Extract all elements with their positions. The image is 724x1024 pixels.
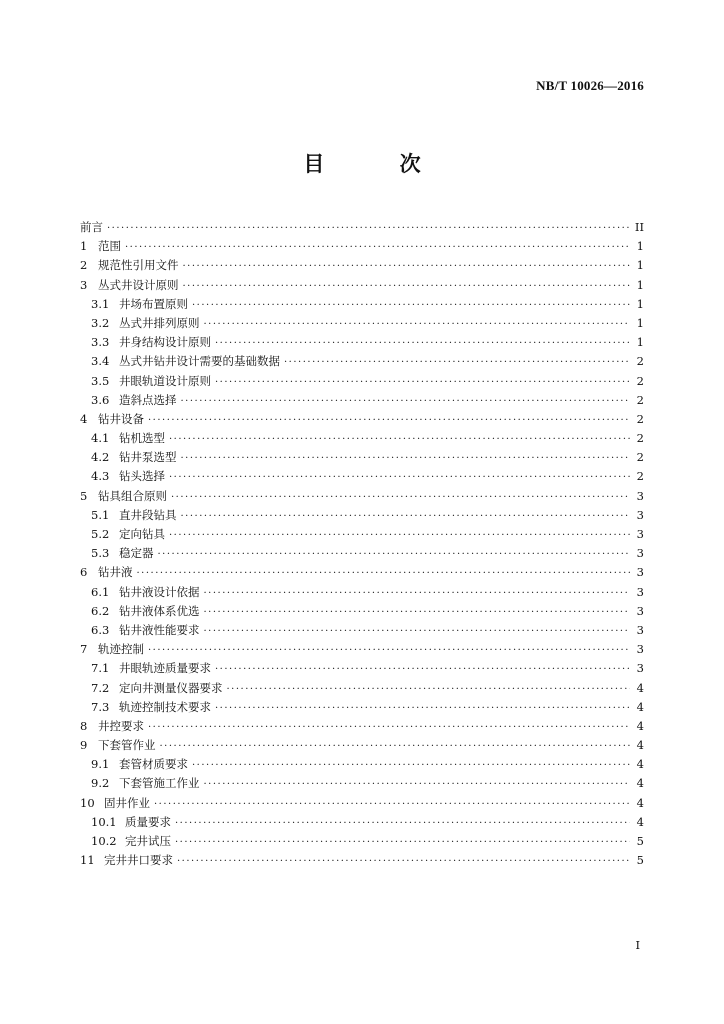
toc-entry-page: 2	[636, 354, 644, 369]
toc-entry-page: 2	[636, 431, 644, 446]
toc-entry-title: 井眼轨道设计原则	[119, 373, 211, 388]
toc-leader-dots	[160, 737, 631, 756]
toc-entry-number: 3	[80, 277, 88, 292]
toc-entry-title: 规范性引用文件	[98, 258, 179, 273]
toc-entry-page: 1	[636, 277, 644, 292]
toc-entry	[80, 525, 644, 544]
toc-leader-dots	[215, 334, 630, 353]
toc-entry-page: 4	[636, 814, 644, 829]
toc-entry	[80, 276, 644, 295]
toc-entry-title: 井身结构设计原则	[119, 335, 211, 350]
toc-leader-dots	[284, 353, 630, 372]
toc-entry-title: 完井试压	[125, 834, 171, 848]
toc-entry-page: 3	[636, 661, 644, 676]
toc-entry-page: 3	[636, 527, 644, 541]
toc-entry-title: 套管材质要求	[119, 757, 188, 772]
toc-entry	[80, 256, 644, 275]
toc-entry-title: 直井段钻具	[119, 507, 177, 522]
toc-entry	[80, 794, 644, 813]
toc-leader-dots	[181, 392, 631, 411]
toc-entry	[80, 314, 644, 333]
standard-number: NB/T 10026—2016	[536, 78, 644, 93]
page-number: I	[635, 938, 640, 952]
toc-leader-dots	[204, 315, 631, 334]
toc-entry-number: 2	[80, 258, 88, 273]
toc-entry-number: 1	[80, 239, 88, 254]
toc-entry-page: 3	[636, 488, 644, 503]
toc-entry-page: 4	[636, 795, 644, 810]
toc-leader-dots	[215, 660, 630, 679]
toc-entry-page: 3	[636, 603, 644, 618]
toc-leader-dots	[192, 296, 630, 315]
toc-entry	[80, 410, 644, 429]
toc-entry-title: 钻头选择	[119, 469, 165, 484]
toc-entry	[80, 717, 644, 736]
toc-entry	[80, 487, 644, 506]
toc-entry-number: 7.2	[91, 680, 110, 695]
toc-entry-number: 5.1	[91, 507, 110, 522]
toc-entry-number: 9.1	[91, 757, 110, 772]
toc-entry-title: 丛式井钻井设计需要的基础数据	[119, 354, 280, 369]
toc-entry-number: 8	[80, 718, 88, 733]
toc-entry	[80, 736, 644, 755]
toc-entry	[80, 563, 644, 582]
toc-entry-number: 5	[80, 488, 88, 503]
toc-entry-title: 轨迹控制技术要求	[119, 699, 211, 714]
toc-entry-page: 4	[636, 776, 644, 791]
toc-entry	[80, 391, 644, 410]
table-of-contents	[80, 218, 644, 870]
toc-entry-page: 1	[636, 296, 644, 311]
toc-entry-number: 5.2	[91, 527, 110, 541]
toc-entry	[80, 659, 644, 678]
toc-entry-number: 7	[80, 642, 88, 657]
toc-entry	[80, 679, 644, 698]
toc-entry-page: 2	[636, 392, 644, 407]
toc-entry-title: 钻井设备	[98, 411, 144, 426]
toc-entry-title: 丛式井排列原则	[119, 315, 200, 330]
toc-entry-title: 定向钻具	[119, 527, 165, 541]
toc-entry	[80, 333, 644, 352]
toc-leader-dots	[175, 814, 630, 833]
toc-entry-title: 丛式井设计原则	[98, 277, 179, 292]
toc-entry-number: 6.2	[91, 603, 110, 618]
toc-leader-dots	[171, 488, 630, 507]
toc-entry	[80, 429, 644, 448]
toc-entry-title: 范围	[98, 239, 121, 254]
toc-entry-title: 钻井液	[98, 565, 133, 580]
toc-entry-number: 10	[80, 795, 95, 810]
toc-entry-page: 1	[636, 315, 644, 330]
toc-entry-page: 3	[636, 622, 644, 637]
toc-entry	[80, 237, 644, 256]
toc-entry-title: 轨迹控制	[98, 642, 144, 657]
toc-leader-dots	[154, 795, 630, 814]
toc-entry	[80, 372, 644, 391]
toc-entry	[80, 218, 644, 237]
toc-entry	[80, 851, 644, 870]
toc-entry-title: 钻井泵选型	[119, 450, 177, 465]
toc-entry-page: 1	[636, 239, 644, 254]
toc-entry-title: 钻具组合原则	[98, 488, 167, 503]
toc-leader-dots	[137, 564, 631, 583]
toc-entry-title: 稳定器	[119, 546, 154, 561]
toc-entry-title: 井控要求	[98, 718, 144, 733]
toc-leader-dots	[107, 219, 630, 238]
toc-leader-dots	[181, 449, 631, 468]
toc-entry-page: 2	[636, 469, 644, 484]
toc-leader-dots	[215, 373, 630, 392]
toc-entry-page: 2	[636, 450, 644, 465]
toc-entry-title: 完井井口要求	[104, 853, 173, 868]
toc-entry-number: 5.3	[91, 546, 110, 561]
toc-leader-dots	[204, 622, 631, 641]
toc-entry-number: 6.3	[91, 622, 110, 637]
toc-leader-dots	[175, 833, 630, 852]
toc-entry-title: 定向井测量仪器要求	[119, 680, 223, 695]
toc-entry	[80, 506, 644, 525]
toc-leader-dots	[215, 699, 630, 718]
toc-leader-dots	[169, 468, 630, 487]
toc-entry	[80, 583, 644, 602]
toc-entry-number: 6	[80, 565, 88, 580]
toc-leader-dots	[148, 718, 630, 737]
toc-entry-number: 3.1	[91, 296, 110, 311]
toc-entry-title: 前言	[80, 220, 103, 234]
toc-entry-title: 固井作业	[104, 795, 150, 810]
toc-entry-number: 10.2	[91, 834, 117, 848]
toc-leader-dots	[183, 257, 631, 276]
toc-entry	[80, 467, 644, 486]
toc-leader-dots	[181, 507, 631, 526]
toc-entry	[80, 832, 644, 851]
toc-entry-page: 5	[636, 853, 644, 868]
toc-entry	[80, 774, 644, 793]
toc-entry	[80, 544, 644, 563]
toc-entry-number: 3.4	[91, 354, 110, 369]
toc-entry-number: 3.5	[91, 373, 110, 388]
toc-entry-page: 3	[636, 507, 644, 522]
toc-leader-dots	[169, 526, 630, 545]
toc-entry-page: 1	[636, 335, 644, 350]
toc-entry-page: 2	[636, 411, 644, 426]
toc-entry-page: 3	[636, 642, 644, 657]
toc-entry-number: 9.2	[91, 776, 110, 791]
toc-entry-title: 井场布置原则	[119, 296, 188, 311]
toc-entry	[80, 621, 644, 640]
toc-entry-page: 3	[636, 565, 644, 580]
toc-entry-title: 钻井液体系优选	[119, 603, 200, 618]
toc-entry-number: 4	[80, 411, 88, 426]
toc-entry-page: 4	[636, 699, 644, 714]
toc-entry-title: 下套管作业	[98, 738, 156, 753]
toc-entry-title: 钻井液设计依据	[119, 584, 200, 599]
toc-entry-number: 3.2	[91, 315, 110, 330]
toc-entry-number: 3.6	[91, 392, 110, 407]
toc-entry-title: 质量要求	[125, 814, 171, 829]
toc-entry	[80, 295, 644, 314]
toc-leader-dots	[125, 238, 630, 257]
toc-leader-dots	[192, 756, 630, 775]
toc-leader-dots	[177, 852, 630, 871]
toc-entry	[80, 698, 644, 717]
toc-entry-title: 下套管施工作业	[119, 776, 200, 791]
toc-entry-number: 9	[80, 738, 88, 753]
toc-entry-page: 1	[636, 258, 644, 273]
toc-leader-dots	[227, 680, 631, 699]
toc-leader-dots	[204, 775, 631, 794]
toc-leader-dots	[148, 641, 630, 660]
toc-entry-number: 7.1	[91, 661, 110, 676]
toc-entry	[80, 755, 644, 774]
toc-entry-page: 4	[636, 757, 644, 772]
toc-entry-number: 3.3	[91, 335, 110, 350]
toc-entry-page: 3	[636, 546, 644, 561]
toc-entry-page: 2	[636, 373, 644, 388]
toc-entry-number: 4.1	[91, 431, 110, 446]
toc-entry	[80, 602, 644, 621]
toc-entry-page: II	[634, 220, 644, 234]
toc-entry-number: 6.1	[91, 584, 110, 599]
toc-entry-page: 4	[636, 718, 644, 733]
page-title: 目 次	[303, 152, 455, 176]
toc-entry-number: 11	[80, 853, 95, 868]
toc-entry-number: 7.3	[91, 699, 110, 714]
toc-entry-number: 10.1	[91, 814, 117, 829]
toc-leader-dots	[169, 430, 630, 449]
toc-entry-title: 钻井液性能要求	[119, 622, 200, 637]
toc-entry-page: 3	[636, 584, 644, 599]
toc-leader-dots	[183, 277, 631, 296]
toc-entry	[80, 448, 644, 467]
toc-entry	[80, 640, 644, 659]
toc-leader-dots	[148, 411, 630, 430]
toc-entry	[80, 813, 644, 832]
toc-entry-title: 钻机选型	[119, 431, 165, 446]
toc-entry-page: 4	[636, 738, 644, 753]
toc-entry-title: 造斜点选择	[119, 392, 177, 407]
toc-entry-number: 4.2	[91, 450, 110, 465]
toc-entry-page: 5	[636, 834, 644, 848]
toc-leader-dots	[158, 545, 631, 564]
toc-leader-dots	[204, 603, 631, 622]
toc-leader-dots	[204, 584, 631, 603]
toc-entry-number: 4.3	[91, 469, 110, 484]
toc-entry-title: 井眼轨迹质量要求	[119, 661, 211, 676]
toc-entry-page: 4	[636, 680, 644, 695]
toc-entry	[80, 352, 644, 371]
